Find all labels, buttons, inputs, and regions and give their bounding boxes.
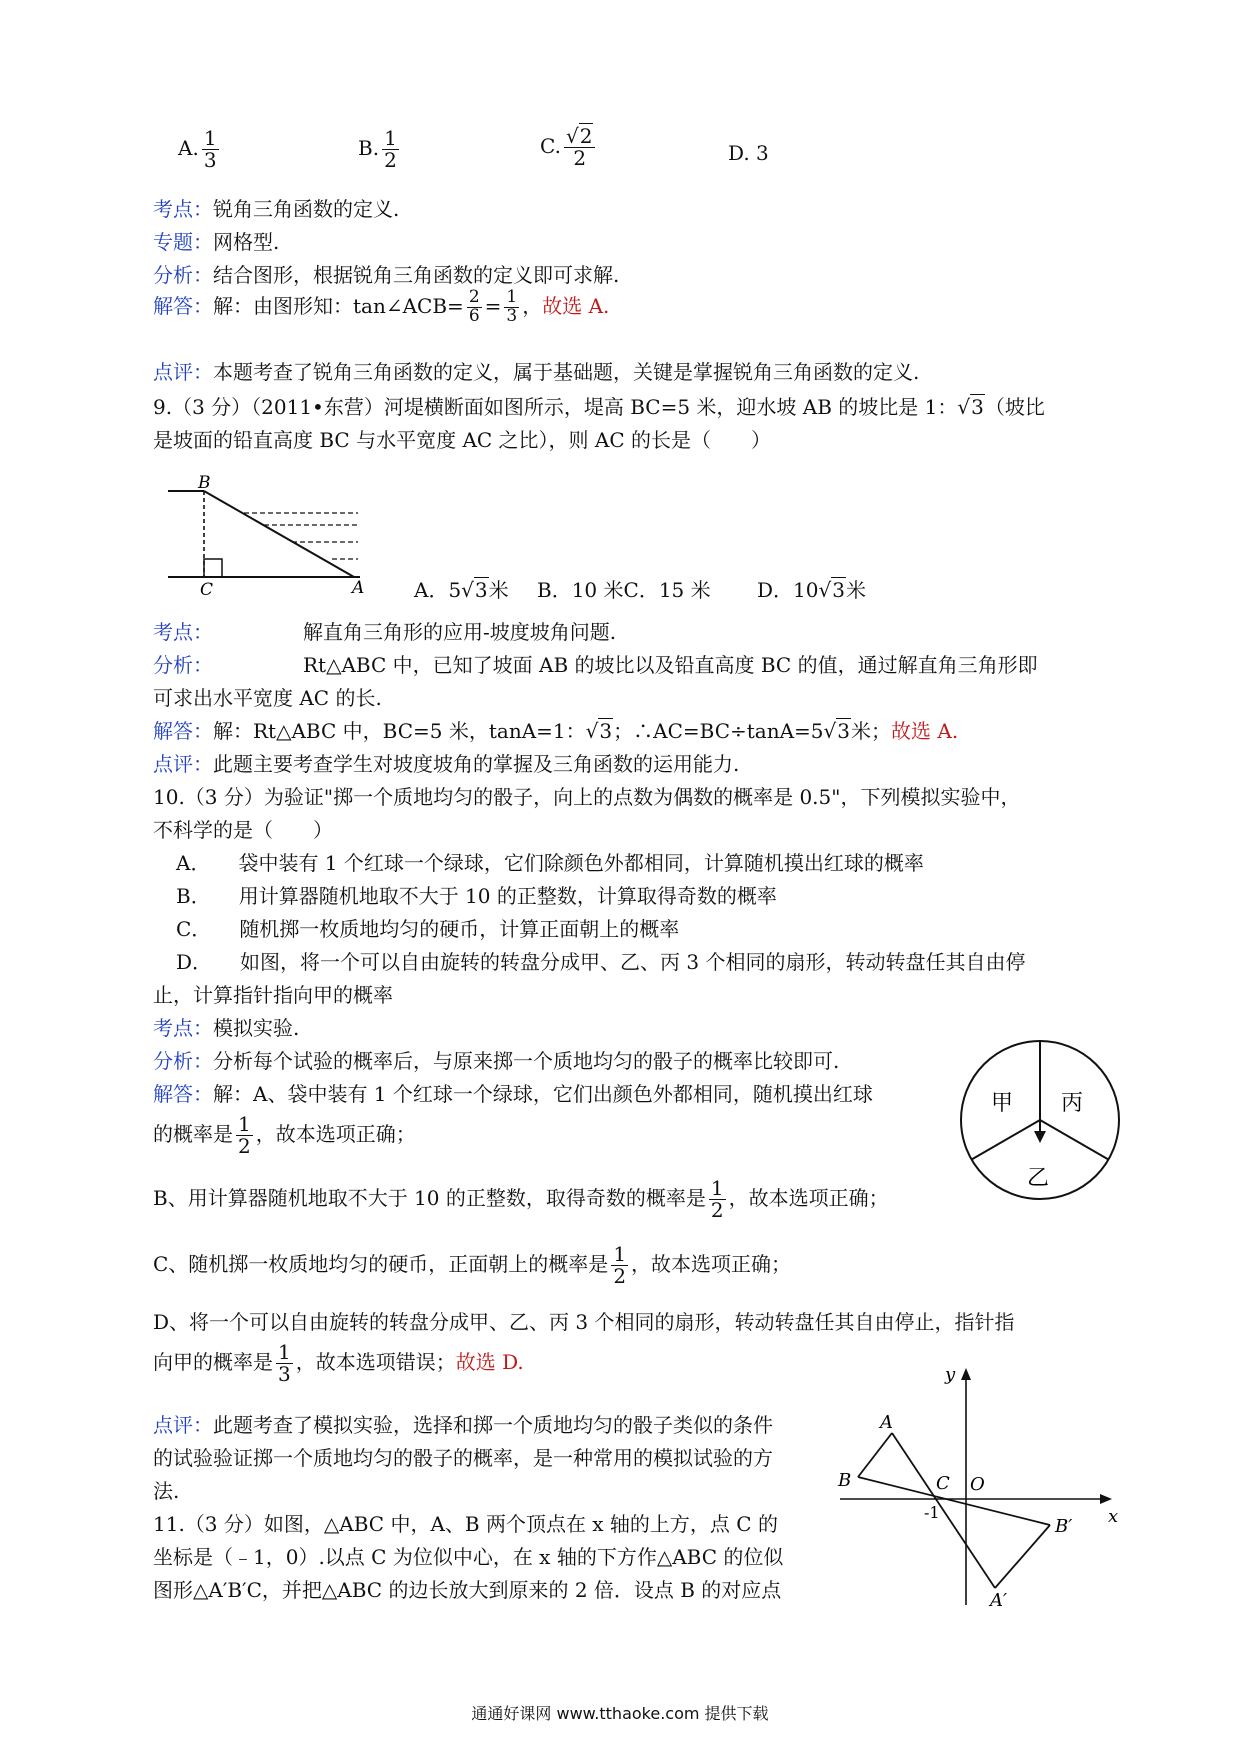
q10-option-d-line1: D． 如图，将一个可以自由旋转的转盘分成甲、乙、丙 3 个相同的扇形，转动转盘任其自由停	[176, 950, 1026, 974]
q8-fenxi: 分析：结合图形，根据锐角三角函数的定义即可求解.	[153, 263, 620, 287]
q8-option-a: A. $\frac{1}{3}$	[178, 126, 217, 172]
q8-zhuanti: 专题：网格型.	[153, 230, 280, 254]
q11-label-minus1: -1	[924, 1503, 940, 1522]
q10-spinner-yi: 乙	[1027, 1166, 1050, 1191]
q8-kaodian: 考点：锐角三角函数的定义.	[153, 197, 400, 221]
q10-stem-line2: 不科学的是（ ）	[153, 818, 333, 842]
q9-label-c: C	[200, 580, 214, 595]
q10-spinner-jia: 甲	[991, 1091, 1014, 1116]
q10-option-a: A． 袋中装有 1 个红球一个绿球，它们除颜色外都相同，计算随机摸出红球的概率	[176, 851, 924, 875]
q11-stem-line2: 坐标是（﹣1，0）.以点 C 为位似中心，在 x 轴的下方作△ABC 的位似	[153, 1545, 784, 1569]
q11-label-o: O	[970, 1474, 985, 1495]
q8-options	[178, 128, 222, 171]
q11-stem-line1: 11.（3 分）如图，△ABC 中，A、B 两个顶点在 x 轴的上方，点 C 的	[153, 1512, 778, 1536]
q11-label-c: C	[936, 1473, 950, 1494]
q10-dianping-line2: 的试验验证掷一个质地均匀的骰子的概率，是一种常用的模拟试验的方	[153, 1446, 773, 1470]
q10-option-c: C． 随机掷一枚质地均匀的硬币，计算正面朝上的概率	[176, 917, 680, 941]
q10-option-d-line2: 止，计算指针指向甲的概率	[153, 983, 393, 1007]
q10-jieda-c: C、随机掷一枚质地均匀的硬币，正面朝上的概率是 $\frac{1}{2}$ ，故本选项正确；	[153, 1242, 792, 1288]
q8-option-d: D. 3	[728, 141, 769, 165]
q11-label-a: A	[880, 1412, 893, 1433]
q9-stem-line1: 9.（3 分）（2011•东营）河堤横断面如图所示，堤高 BC=5 米，迎水坡 AB 的坡比是 1：√3（坡比	[153, 395, 1045, 419]
q8-option-b: B. $\frac{1}{2}$	[358, 126, 397, 172]
q10-jieda-a-line1: 解答：解：A、袋中装有 1 个红球一个绿球，它们出颜色外都相同，随机摸出红球	[153, 1082, 873, 1106]
q11-stem-line3: 图形△A′B′C，并把△ABC 的边长放大到原来的 2 倍．设点 B 的对应点	[153, 1578, 782, 1602]
q9-embankment-figure	[160, 475, 370, 595]
q10-jieda-d-line2: 向甲的概率是 $\frac{1}{3}$ ，故本选项错误；故选 D.	[153, 1340, 524, 1386]
q9-stem-line2: 是坡面的铅直高度 BC 与水平宽度 AC 之比），则 AC 的长是（ ）	[153, 428, 772, 452]
q9-jieda: 解答：解：Rt△ABC 中，BC=5 米，tanA=1：√3；∴AC=BC÷tanA=5√3米；故选 A.	[153, 719, 959, 743]
q9-kaodian: 考点： 解直角三角形的应用-坡度坡角问题.	[153, 620, 617, 644]
q9-label-a: A	[352, 578, 365, 595]
q9-fenxi-line2: 可求出水平宽度 AC 的长.	[153, 686, 382, 710]
q10-spinner-figure	[955, 1035, 1125, 1205]
q8-dianping: 点评：本题考查了锐角三角函数的定义，属于基础题，关键是掌握锐角三角函数的定义.	[153, 360, 920, 384]
page-footer: 通通好课网 www.tthaoke.com 提供下载	[471, 1704, 769, 1723]
q11-label-aprime: A′	[990, 1590, 1008, 1610]
q10-jieda-a-line2: 的概率是 $\frac{1}{2}$ ，故本选项正确；	[153, 1112, 416, 1158]
q10-dianping-line1: 点评：此题考查了模拟实验，选择和掷一个质地均匀的骰子类似的条件	[153, 1413, 773, 1437]
q10-jieda-d-line1: D、将一个可以自由旋转的转盘分成甲、乙、丙 3 个相同的扇形，转动转盘任其自由停止，指针指	[153, 1310, 1015, 1334]
q8-option-c: C. $\frac{√2}{2}$	[540, 126, 598, 169]
q9-fenxi-line1: 分析： Rt△ABC 中，已知了坡面 AB 的坡比以及铅直高度 BC 的值，通过解直角三角形即	[153, 653, 1038, 677]
q11-coordinate-figure	[830, 1360, 1120, 1610]
q11-label-b: B	[838, 1470, 852, 1491]
q9-label-b: B	[198, 475, 211, 493]
q11-label-x: x	[1108, 1506, 1119, 1527]
q9-dianping: 点评：此题主要考查学生对坡度坡角的掌握及三角函数的运用能力.	[153, 752, 740, 776]
q10-stem-line1: 10.（3 分）为验证"掷一个质地均匀的骰子，向上的点数为偶数的概率是 0.5"，下列模拟实验中，	[153, 785, 1021, 809]
q10-spinner-bing: 丙	[1061, 1091, 1084, 1116]
q9-options: A．5√3米 B．10 米C．15 米 D．10√3米	[414, 578, 866, 602]
q8-jieda: 解答：解：由图形知：tan∠ACB= $\frac{2}{6}$ = $\frac{1}{3}$ ，故选 A.	[153, 287, 610, 326]
q10-dianping-line3: 法.	[153, 1479, 180, 1503]
q10-option-b: B． 用计算器随机地取不大于 10 的正整数，计算取得奇数的概率	[176, 884, 777, 908]
q11-label-y: y	[945, 1364, 956, 1385]
q10-jieda-b: B、用计算器随机地取不大于 10 的正整数，取得奇数的概率是 $\frac{1}{2}$ ，故本选项正确；	[153, 1176, 889, 1222]
q11-label-bprime: B′	[1055, 1516, 1073, 1537]
q10-kaodian: 考点：模拟实验.	[153, 1016, 300, 1040]
q10-fenxi: 分析：分析每个试验的概率后，与原来掷一个质地均匀的骰子的概率比较即可.	[153, 1049, 840, 1073]
